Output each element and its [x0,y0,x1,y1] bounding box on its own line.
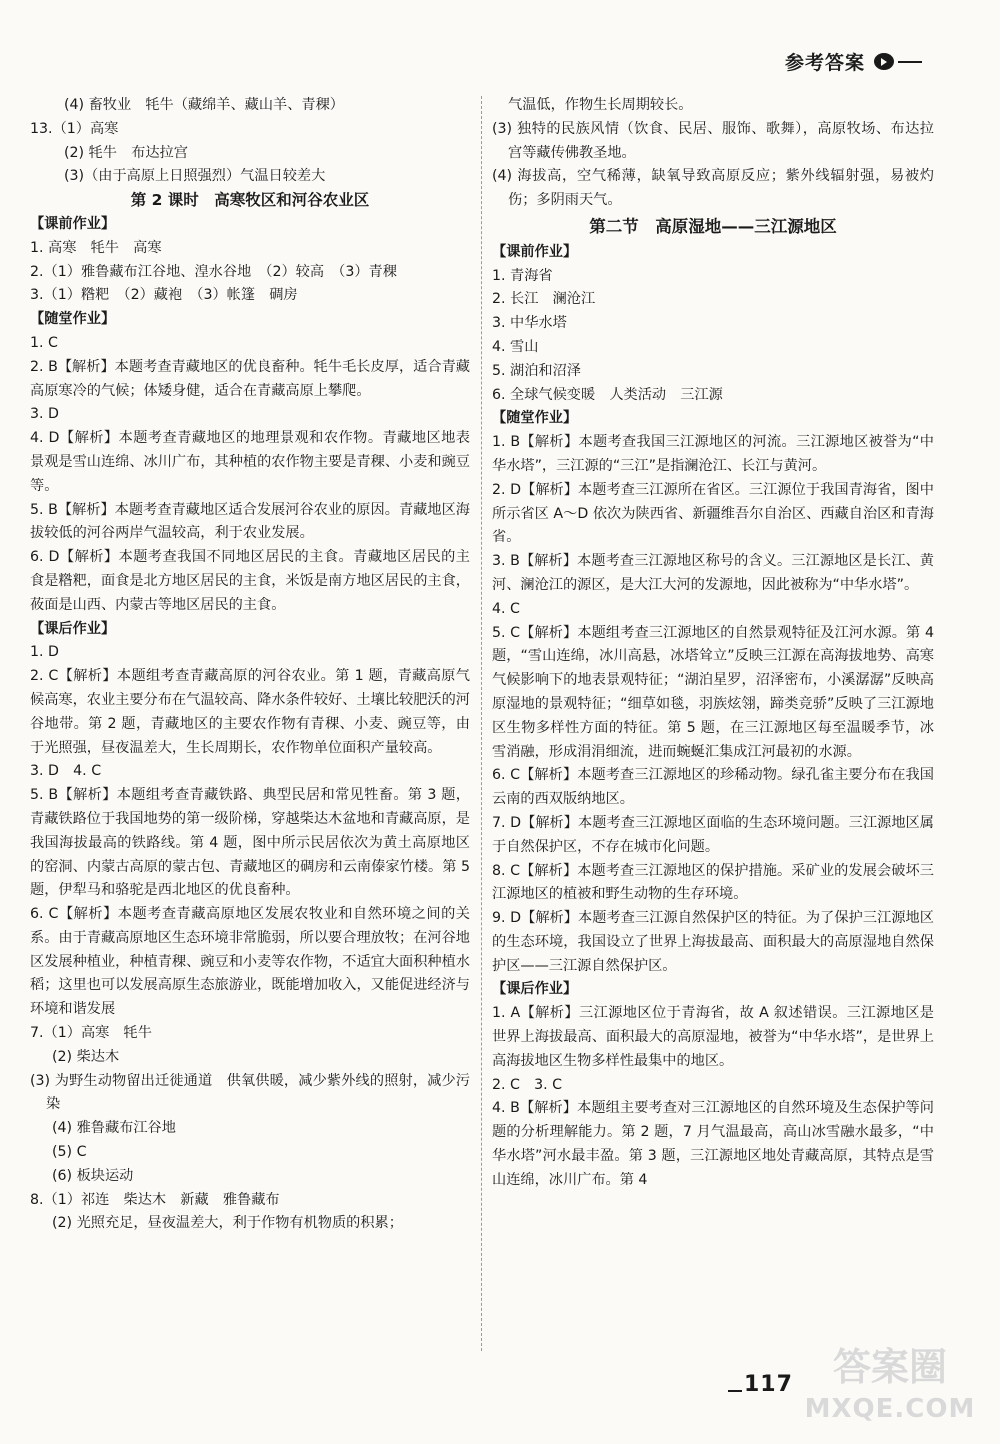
answer-paragraph: 6. C【解析】本题考查三江源地区的珍稀动物。绿孔雀主要分布在我国云南的西双版纳地区。 [492,767,934,808]
answer-paragraph: 7. D【解析】本题考查三江源地区面临的生态环境问题。三江源地区属于自然保护区，不存在城市化问题。 [492,814,934,855]
publisher-logo-icon [874,53,894,70]
answer-paragraph: 3. B【解析】本题考查三江源地区称号的含义。三江源地区是长江、黄河、澜沧江的源区，是大江大河的发源地，因此被称为“中华水塔”。 [492,553,934,593]
homework-subheading: 【随堂作业】 [492,410,578,427]
answer-line: 3. 中华水塔 [492,315,567,332]
answer-paragraph: (3) 独特的民族风情（饮食、民居、服饰、歌舞），高原牧场、布达拉宫等藏传佛教圣地。 [492,120,934,161]
answer-paragraph: 2. D【解析】本题考查三江源所在省区。三江源位于我国青海省，图中所示省区 A～D 依次为陕西省、新疆维吾尔自治区、西藏自治区和青海省。 [492,481,934,546]
answer-line: 3. D [30,406,59,423]
section-heading: 第二节 高原湿地——三江源地区 [589,216,837,236]
watermark-url: MXQE.COM [804,1394,976,1424]
answer-line: 5. 湖泊和沼泽 [492,362,581,379]
answer-line: 4. C [492,600,520,617]
answer-paragraph: 1. B【解析】本题考查我国三江源地区的河流。三江源地区被誉为“中华水塔”，三江源的“三江”是指澜沧江、长江与黄河。 [492,434,934,474]
watermark [804,1340,976,1438]
answer-line: (6) 板块运动 [52,1167,134,1184]
section-heading: 第 2 课时 高寒牧区和河谷农业区 [130,191,370,210]
right-column [492,94,934,1193]
answer-line: (5) C [52,1144,87,1161]
answer-line: 2. C 3. C [492,1076,563,1093]
page-number-dash [728,1390,742,1392]
answer-line: (2) 光照充足，昼夜温差大，利于作物有机物质的积累； [52,1215,403,1232]
answer-paragraph: 4. B【解析】本题组主要考查对三江源地区的自然环境及生态保护等问题的分析理解能力。第 2 题，7 月气温最高，高山冰雪融水最多，“中华水塔”河水最丰盈。第 3 题，三江源地区地处青藏高原，其特点是雪山连绵，冰川广布。第 4 [492,1100,934,1188]
answer-line: 气温低，作物生长周期较长。 [508,97,693,113]
homework-subheading: 【课后作业】 [492,981,578,998]
answer-paragraph: 2. C【解析】本题组考查青藏高原的河谷农业。第 1 题，青藏高原气候高寒，农业主要分布在气温较高、降水条件较好、土壤比较肥沃的河谷地带。第 2 题，青藏地区的主要农作物有青稞、小麦、豌豆等，由于光照强，昼夜温差大，生长周期长，农作物单位面积产量较高。 [30,668,470,756]
left-column [30,94,470,1236]
answer-line: 1. D [30,644,59,661]
answer-paragraph: 9. D【解析】本题考查三江源自然保护区的特征。为了保护三江源地区的生态环境，我国设立了世界上海拔最高、面积最大的高原湿地自然保护区——三江源自然保护区。 [492,910,934,974]
answer-line: 2.（1）雅鲁藏布江谷地、湟水谷地 （2）较高 （3）青稞 [30,263,397,280]
homework-subheading: 【课后作业】 [30,620,116,637]
page-header [785,48,922,75]
answer-paragraph: 1. A【解析】三江源地区位于青海省，故 A 叙述错误。三江源地区是世界上海拔最高、面积最大的高原湿地，被誉为“中华水塔”，是世界上高海拔地区生物多样性最集中的地区。 [492,1005,934,1069]
header-title: 参考答案 [784,52,865,74]
answer-line: (3)（由于高原上日照强烈）气温日较差大 [64,168,326,185]
answer-line: 3. D 4. C [30,763,102,780]
answer-line: 4. 雪山 [492,338,539,355]
answer-line: 1. 高寒 牦牛 高寒 [30,239,162,256]
answer-paragraph: (3) 为野生动物留出迁徙通道 供氧供暖，减少紫外线的照射，减少污染 [30,1072,470,1113]
answer-line: 3.（1）糌粑 （2）藏袍 （3）帐篷 碉房 [30,287,298,304]
answer-paragraph: 5. C【解析】本题组考查三江源地区的自然景观特征及江河水源。第 4 题，“雪山连绵，冰川高悬，冰塔耸立”反映三江源在高海拔地势、高寒气候影响下的地表景观特征；“湖泊星罗，沼泽密布，小溪潺潺”反映高原湿地的景观特征；“细草如毯，羽族炫翎，蹄类竞骄”反映了三江源地区生物多样性方面的特征。第 5 题，在三江源地区每至温暖季节，冰雪消融，形成涓涓细流，进而蜿蜒汇集成江河最初的水源。 [492,624,934,760]
answer-paragraph: 4. D【解析】本题考查青藏地区的地理景观和农作物。青藏地区地表景观是雪山连绵、冰川广布，其种植的农作物主要是青稞、小麦和豌豆等。 [30,430,470,494]
homework-subheading: 【课前作业】 [30,215,116,232]
answer-line: 13.（1）高寒 [30,120,119,137]
answer-line: (4) 畜牧业 牦牛（藏绵羊、藏山羊、青稞） [64,97,344,113]
homework-subheading: 【随堂作业】 [30,311,116,328]
page-number: 117 [744,1372,793,1397]
answer-line: 1. C [30,334,58,351]
answer-line: 1. 青海省 [492,267,553,284]
answer-line: (2) 牦牛 布达拉宫 [64,144,188,161]
homework-subheading: 【课前作业】 [492,243,578,260]
column-divider [481,96,482,1351]
answer-paragraph: (4) 海拔高，空气稀薄，缺氧导致高原反应；紫外线辐射强，易被灼伤；多阴雨天气。 [492,168,934,209]
answer-paragraph: 6. C【解析】本题考查青藏高原地区发展农牧业和自然环境之间的关系。由于青藏高原地区生态环境非常脆弱，所以要合理放牧；在河谷地区发展种植业，种植青稞、豌豆和小麦等农作物，不适宜大面积种植水稻；这里也可以发展高原生态旅游业，既能增加收入，又能促进经济与环境和谐发展 [30,906,470,1018]
answer-paragraph: 6. D【解析】本题考查我国不同地区居民的主食。青藏地区居民的主食是糌粑，面食是北方地区居民的主食，米饭是南方地区居民的主食，莜面是山西、内蒙古等地区居民的主食。 [30,549,470,613]
answer-line: 2. 长江 澜沧江 [492,291,596,308]
answer-line: (4) 雅鲁藏布江谷地 [52,1120,176,1137]
answer-paragraph: 2. B【解析】本题考查青藏地区的优良畜种。牦牛毛长皮厚，适合青藏高原寒冷的气候；体矮身健，适合在青藏高原上攀爬。 [30,358,470,399]
answer-line: 6. 全球气候变暖 人类活动 三江源 [492,386,723,403]
watermark-logo-text: 答案圈 [832,1345,947,1389]
answer-line: 7.（1）高寒 牦牛 [30,1025,152,1042]
answer-paragraph: 8. C【解析】本题考查三江源地区的保护措施。采矿业的发展会破坏三江源地区的植被和野生动物的生存环境。 [492,862,934,903]
answer-paragraph: 5. B【解析】本题组考查青藏铁路、典型民居和常见牲畜。第 3 题，青藏铁路位于我国地势的第一级阶梯，穿越柴达木盆地和青藏高原，是我国海拔最高的铁路线。第 4 题，图中所示民居依次为黄土高原地区的窑洞、内蒙古高原的蒙古包、青藏地区的碉房和云南傣家竹楼。第 5 题，伊犁马和骆驼是西北地区的优良畜种。 [30,787,470,899]
answer-line: 8.（1）祁连 柴达木 新藏 雅鲁藏布 [30,1191,280,1208]
answer-paragraph: 5. B【解析】本题考查青藏地区适合发展河谷农业的原因。青藏地区海拔较低的河谷两岸气温较高，利于农业发展。 [30,501,470,542]
answer-line: (2) 柴达木 [52,1048,120,1065]
header-rule [898,61,922,63]
